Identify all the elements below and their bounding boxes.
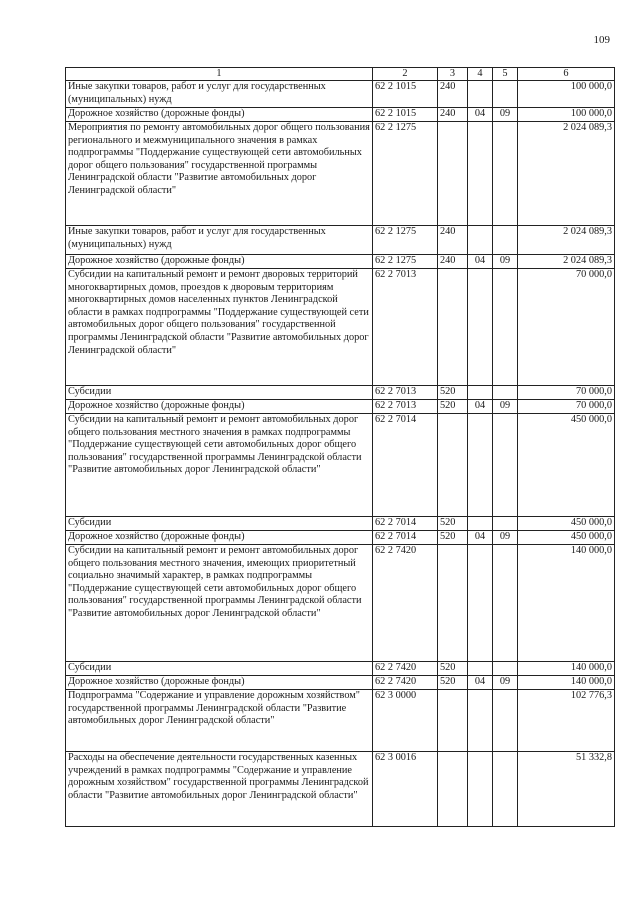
row-code: 62 2 1275 bbox=[373, 226, 438, 255]
row-sum: 140 000,0 bbox=[518, 662, 615, 676]
row-code: 62 2 7420 bbox=[373, 545, 438, 662]
row-rz: 04 bbox=[468, 255, 493, 269]
row-pr bbox=[493, 545, 518, 662]
table-row bbox=[66, 108, 615, 122]
row-pr: 09 bbox=[493, 531, 518, 545]
row-name: Расходы на обеспечение деятельности государственных казенных учреждений в рамках подпрограммы "Содержание и управление дорожным хозяйством" государственной программы Ленинградской области "Развитие автомобильных дорог Ленинградской области" bbox=[66, 752, 373, 827]
row-pr bbox=[493, 269, 518, 386]
row-sum: 140 000,0 bbox=[518, 676, 615, 690]
row-name: Дорожное хозяйство (дорожные фонды) bbox=[66, 676, 373, 690]
row-pr bbox=[493, 662, 518, 676]
row-name: Субсидии bbox=[66, 386, 373, 400]
row-sum: 102 776,3 bbox=[518, 690, 615, 752]
col-header-pr: 5 bbox=[493, 68, 518, 81]
row-vr bbox=[438, 752, 468, 827]
row-vr: 240 bbox=[438, 81, 468, 108]
row-vr bbox=[438, 414, 468, 517]
row-rz bbox=[468, 690, 493, 752]
row-rz: 04 bbox=[468, 531, 493, 545]
table-row bbox=[66, 752, 615, 827]
row-sum: 2 024 089,3 bbox=[518, 122, 615, 226]
table-row bbox=[66, 255, 615, 269]
row-code: 62 2 1015 bbox=[373, 81, 438, 108]
row-rz bbox=[468, 122, 493, 226]
row-sum: 450 000,0 bbox=[518, 414, 615, 517]
table-row bbox=[66, 517, 615, 531]
table-row bbox=[66, 676, 615, 690]
row-vr: 520 bbox=[438, 662, 468, 676]
col-header-rz: 4 bbox=[468, 68, 493, 81]
row-pr: 09 bbox=[493, 676, 518, 690]
row-code: 62 3 0000 bbox=[373, 690, 438, 752]
row-rz bbox=[468, 545, 493, 662]
row-code: 62 2 7420 bbox=[373, 676, 438, 690]
row-sum: 2 024 089,3 bbox=[518, 255, 615, 269]
row-rz bbox=[468, 517, 493, 531]
row-pr: 09 bbox=[493, 108, 518, 122]
row-vr bbox=[438, 690, 468, 752]
table-row bbox=[66, 414, 615, 517]
row-rz bbox=[468, 386, 493, 400]
row-vr bbox=[438, 269, 468, 386]
row-pr bbox=[493, 752, 518, 827]
table-row bbox=[66, 81, 615, 108]
table-row bbox=[66, 690, 615, 752]
row-vr: 520 bbox=[438, 531, 468, 545]
row-rz: 04 bbox=[468, 676, 493, 690]
header-row bbox=[66, 68, 615, 81]
row-code: 62 2 7014 bbox=[373, 414, 438, 517]
table-row bbox=[66, 122, 615, 226]
row-sum: 2 024 089,3 bbox=[518, 226, 615, 255]
row-code: 62 2 7014 bbox=[373, 531, 438, 545]
table-row bbox=[66, 662, 615, 676]
row-name: Мероприятия по ремонту автомобильных дорог общего пользования регионального и межмуниципального значения в рамках подпрограммы "Поддержание существующей сети автомобильных дорог общего пользования" государственной программы Ленинградской области "Развитие автомобильных дорог Ленинградской области" bbox=[66, 122, 373, 226]
row-vr: 520 bbox=[438, 517, 468, 531]
col-header-name: 1 bbox=[66, 68, 373, 81]
row-name: Субсидии на капитальный ремонт и ремонт автомобильных дорог общего пользования местного значения, имеющих приоритетный социально значимый характер, в рамках подпрограммы "Поддержание существующей сети автомобильных дорог общего пользования" государственной программы Ленинградской области "Развитие автомобильных дорог Ленинградской области" bbox=[66, 545, 373, 662]
row-pr bbox=[493, 517, 518, 531]
row-name: Субсидии bbox=[66, 662, 373, 676]
row-sum: 450 000,0 bbox=[518, 517, 615, 531]
row-rz: 04 bbox=[468, 108, 493, 122]
row-name: Иные закупки товаров, работ и услуг для государственных (муниципальных) нужд bbox=[66, 226, 373, 255]
row-vr: 240 bbox=[438, 108, 468, 122]
row-pr bbox=[493, 690, 518, 752]
row-sum: 70 000,0 bbox=[518, 386, 615, 400]
row-name: Субсидии на капитальный ремонт и ремонт дворовых территорий многоквартирных домов, проездов к дворовым территориям многоквартирных домов населенных пунктов Ленинградской области в рамках подпрограммы "Поддержание существующей сети автомобильных дорог общего пользования" государственной программы Ленинградской области "Развитие автомобильных дорог Ленинградской области" bbox=[66, 269, 373, 386]
row-pr bbox=[493, 414, 518, 517]
row-rz: 04 bbox=[468, 400, 493, 414]
budget-table bbox=[65, 67, 615, 827]
row-name: Субсидии на капитальный ремонт и ремонт автомобильных дорог общего пользования местного значения в рамках подпрограммы "Поддержание существующей сети автомобильных дорог общего пользования" государственной программы Ленинградской области "Развитие автомобильных дорог Ленинградской области" bbox=[66, 414, 373, 517]
row-sum: 100 000,0 bbox=[518, 81, 615, 108]
row-code: 62 2 1275 bbox=[373, 255, 438, 269]
row-code: 62 2 1275 bbox=[373, 122, 438, 226]
row-vr: 240 bbox=[438, 255, 468, 269]
table-row bbox=[66, 269, 615, 386]
row-vr bbox=[438, 122, 468, 226]
row-pr bbox=[493, 122, 518, 226]
col-header-code: 2 bbox=[373, 68, 438, 81]
col-header-sum: 6 bbox=[518, 68, 615, 81]
row-name: Субсидии bbox=[66, 517, 373, 531]
row-sum: 100 000,0 bbox=[518, 108, 615, 122]
row-rz bbox=[468, 662, 493, 676]
row-name: Дорожное хозяйство (дорожные фонды) bbox=[66, 255, 373, 269]
row-vr: 520 bbox=[438, 676, 468, 690]
row-name: Дорожное хозяйство (дорожные фонды) bbox=[66, 531, 373, 545]
row-sum: 140 000,0 bbox=[518, 545, 615, 662]
row-rz bbox=[468, 81, 493, 108]
row-code: 62 2 7013 bbox=[373, 386, 438, 400]
page-number: 109 bbox=[593, 34, 610, 46]
row-vr: 520 bbox=[438, 386, 468, 400]
row-sum: 450 000,0 bbox=[518, 531, 615, 545]
row-vr: 240 bbox=[438, 226, 468, 255]
row-rz bbox=[468, 414, 493, 517]
row-code: 62 3 0016 bbox=[373, 752, 438, 827]
table-row bbox=[66, 545, 615, 662]
row-vr bbox=[438, 545, 468, 662]
row-pr bbox=[493, 81, 518, 108]
row-code: 62 2 7420 bbox=[373, 662, 438, 676]
row-sum: 70 000,0 bbox=[518, 400, 615, 414]
row-pr bbox=[493, 226, 518, 255]
row-name: Дорожное хозяйство (дорожные фонды) bbox=[66, 400, 373, 414]
row-name: Дорожное хозяйство (дорожные фонды) bbox=[66, 108, 373, 122]
row-name: Иные закупки товаров, работ и услуг для государственных (муниципальных) нужд bbox=[66, 81, 373, 108]
row-code: 62 2 7013 bbox=[373, 269, 438, 386]
row-code: 62 2 7014 bbox=[373, 517, 438, 531]
table-row bbox=[66, 400, 615, 414]
row-sum: 51 332,8 bbox=[518, 752, 615, 827]
row-rz bbox=[468, 226, 493, 255]
row-pr bbox=[493, 386, 518, 400]
col-header-vr: 3 bbox=[438, 68, 468, 81]
row-vr: 520 bbox=[438, 400, 468, 414]
row-rz bbox=[468, 752, 493, 827]
row-rz bbox=[468, 269, 493, 386]
row-pr: 09 bbox=[493, 400, 518, 414]
row-sum: 70 000,0 bbox=[518, 269, 615, 386]
row-code: 62 2 7013 bbox=[373, 400, 438, 414]
table-row bbox=[66, 531, 615, 545]
table-row bbox=[66, 226, 615, 255]
row-pr: 09 bbox=[493, 255, 518, 269]
row-name: Подпрограмма "Содержание и управление дорожным хозяйством" государственной программы Ленинградской области "Развитие автомобильных дорог Ленинградской области" bbox=[66, 690, 373, 752]
table-row bbox=[66, 386, 615, 400]
row-code: 62 2 1015 bbox=[373, 108, 438, 122]
